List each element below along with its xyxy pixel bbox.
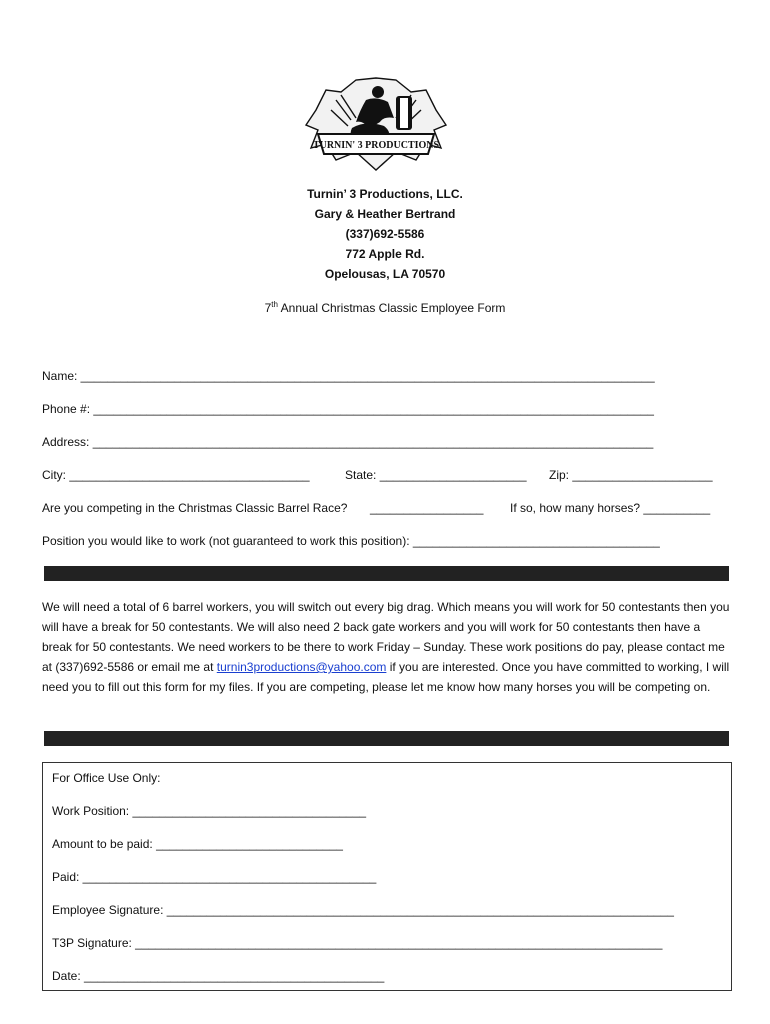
- instructions-paragraph: [42, 597, 732, 697]
- employee-signature-field[interactable]: Employee Signature: ____________________________________________________________________________: [52, 903, 674, 917]
- owner-names: Gary & Heather Bertrand: [314, 207, 456, 221]
- email-link[interactable]: turnin3productions@yahoo.com: [216, 660, 387, 674]
- title-ordinal-number: 7: [264, 301, 272, 315]
- city-field[interactable]: City: ____________________________________: [42, 468, 310, 482]
- state-field[interactable]: State: ______________________: [345, 468, 527, 482]
- company-city: Opelousas, LA 70570: [324, 267, 446, 281]
- name-field[interactable]: Name: ______________________________________________________________________________________: [42, 369, 655, 383]
- horses-field[interactable]: If so, how many horses? __________: [510, 501, 711, 515]
- company-phone: (337)692-5586: [345, 227, 425, 241]
- paragraph-text-after: if you are interested. Once you have committed to working, I will need you to fill out this form for my files. If you are competing, please let me know how many horses you will be competing on.: [42, 660, 730, 694]
- phone-field[interactable]: Phone #: ____________________________________________________________________________________: [42, 402, 654, 416]
- competing-question: Are you competing in the Christmas Classic Barrel Race?: [42, 501, 348, 515]
- section-divider-top: [44, 566, 729, 581]
- section-divider-bottom: [44, 731, 729, 746]
- title-text: Annual Christmas Classic Employee Form: [277, 301, 506, 315]
- logo-banner-text: TURNIN' 3 PRODUCTIONS: [312, 140, 440, 151]
- position-field[interactable]: Position you would like to work (not guaranteed to work this position): _____________________________________: [42, 534, 660, 548]
- t3p-signature-field[interactable]: T3P Signature: _______________________________________________________________________________: [52, 936, 663, 950]
- office-heading: For Office Use Only:: [52, 771, 161, 785]
- competing-field[interactable]: _________________: [370, 501, 484, 515]
- paragraph-text-before: We will need a total of 6 barrel workers, you will switch out every big drag. Which means you will work for 50 contestants then you will have a break for 50 contestants. We will also need 2 back gate workers and you will work for 50 contestants then have a break for 50 contestants. We need workers to be there to work Friday – Sunday. These work positions do pay, please contact me at (337)692-5586 or email me at: [42, 600, 730, 674]
- title-ordinal-suffix: th: [271, 300, 278, 309]
- address-field[interactable]: Address: ____________________________________________________________________________________: [42, 435, 654, 449]
- turnin-3-productions-logo: [296, 70, 456, 178]
- form-title: [0, 300, 770, 315]
- work-position-field[interactable]: Work Position: ___________________________________: [52, 804, 367, 818]
- zip-field[interactable]: Zip: _____________________: [549, 468, 713, 482]
- amount-paid-field[interactable]: Amount to be paid: ____________________________: [52, 837, 343, 851]
- paid-field[interactable]: Paid: ____________________________________________: [52, 870, 377, 884]
- date-field[interactable]: Date: _____________________________________________: [52, 969, 385, 983]
- company-street: 772 Apple Rd.: [345, 247, 425, 261]
- office-use-box: [42, 762, 732, 991]
- company-name: Turnin’ 3 Productions, LLC.: [307, 187, 463, 201]
